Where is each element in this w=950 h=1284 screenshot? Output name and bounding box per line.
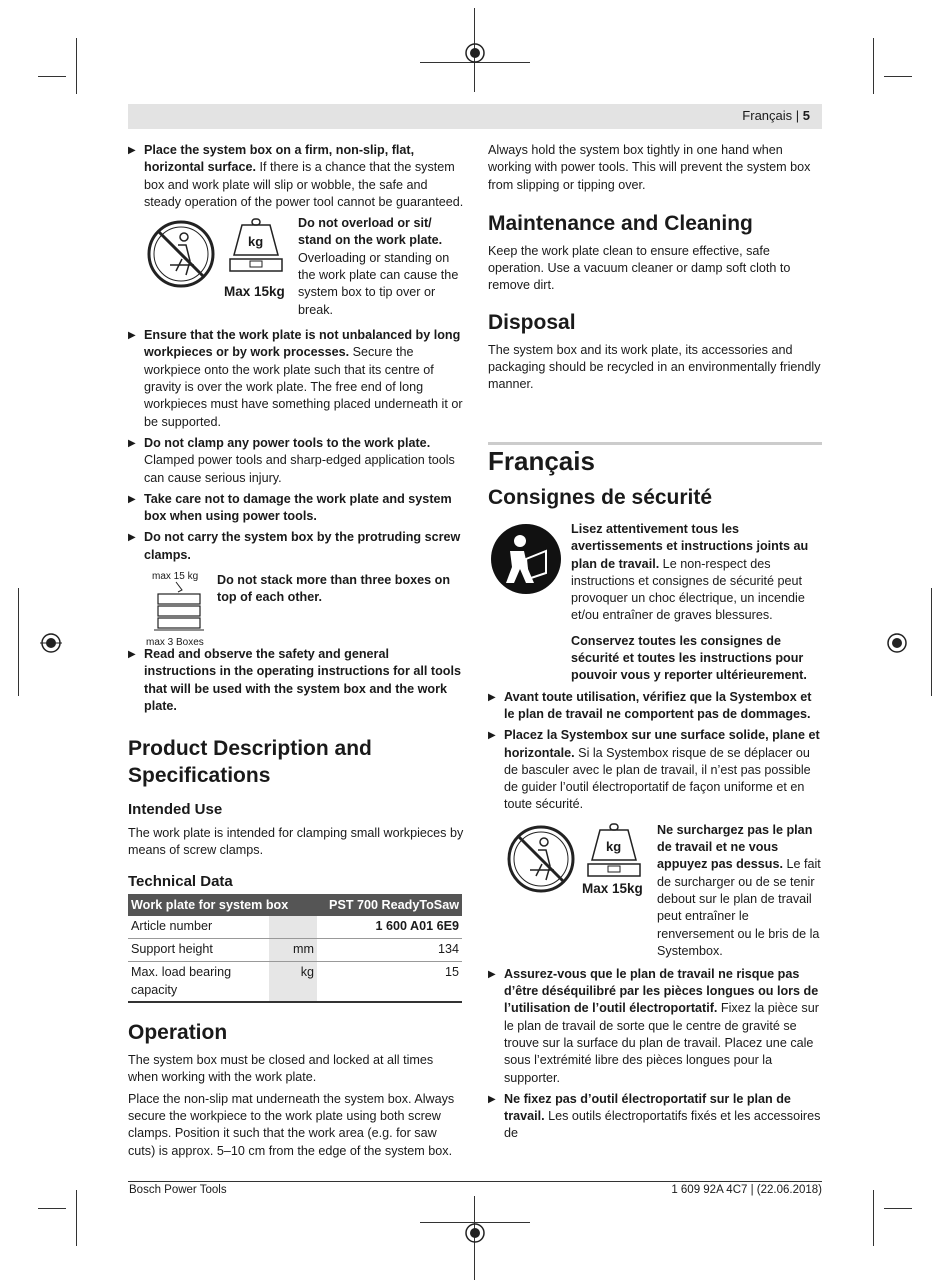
right-column xyxy=(488,142,822,1147)
overload-text: Ne surchargez pas le plan de travail et ne vous appuyez pas dessus. Le fait de surcharger ou de se tenir debout sur le plan de travail peut entraîner le renversement ou le bris de la Systembox. xyxy=(657,822,821,958)
table-cell: 15 xyxy=(317,962,462,1002)
section-heading: Consignes de sécurité xyxy=(488,485,713,509)
overload-warning xyxy=(128,217,464,323)
crop-mark xyxy=(18,588,19,696)
max-load-label: Max 15kg xyxy=(582,880,643,896)
stack-warning xyxy=(128,568,464,649)
section-heading: Maintenance and Cleaning xyxy=(488,211,753,235)
table-cell: 134 xyxy=(317,939,462,962)
page-number: 5 xyxy=(802,108,810,123)
subsection-heading: Technical Data xyxy=(128,873,233,891)
header-language: Français xyxy=(742,108,793,123)
registration-mark xyxy=(464,42,486,64)
safety-bullet: ▶ Avant toute utilisation, vérifiez que la Systembox et le plan de travail ne comportent pas de dommages. xyxy=(488,689,822,724)
paragraph: The system box must be closed and locked at all times when working with the work plate. xyxy=(128,1053,434,1085)
stack-top-label: max 15 kg xyxy=(152,571,199,583)
header-label: Français | 5 xyxy=(742,108,810,123)
table-row xyxy=(128,916,462,939)
table-row xyxy=(128,939,462,962)
registration-mark xyxy=(40,632,62,654)
table-cell: mm xyxy=(269,939,317,962)
footer-brand: Bosch Power Tools xyxy=(129,1184,227,1196)
section-heading: Product Description and Specifications xyxy=(128,737,372,788)
technical-data-table xyxy=(128,894,462,1003)
overload-warning-fr xyxy=(488,822,822,962)
safety-bullet: ▶ Ensure that the work plate is not unbalanced by long workpieces or by work processes. Secure the workpiece onto the work plate such that its centre of gravity is over the work plate. The free end of long workpieces must have something placed underneath it or be supported. xyxy=(128,327,464,431)
crop-mark xyxy=(38,1208,66,1209)
stack-bottom-label: max 3 Boxes xyxy=(146,637,204,649)
overload-text: Do not overload or sit/ stand on the work plate. Overloading or standing on the work plate can cause the system box to tip over or break. xyxy=(298,216,459,317)
paragraph: Always hold the system box tightly in one hand when working with power tools. This will prevent the system box from slipping or tipping over. xyxy=(488,143,811,192)
stacked-boxes-icon xyxy=(154,580,204,632)
section-heading: Disposal xyxy=(488,310,576,334)
table-cell: Max. load bearing capacity xyxy=(128,962,269,1002)
table-cell: Support height xyxy=(128,939,269,962)
table-header-cell: PST 700 ReadyToSaw xyxy=(317,894,462,916)
crop-mark xyxy=(884,1208,912,1209)
safety-bullet: ▶ Place the system box on a firm, non-slip, flat, horizontal surface. If there is a chance that the system box and work plate will slip or wobble, the safe and steady operation of the power tool cannot be guaranteed. xyxy=(128,142,464,211)
crop-mark xyxy=(873,38,874,94)
safety-bullet: ▶ Do not clamp any power tools to the work plate. Clamped power tools and sharp-edged application tools can cause serious injury. xyxy=(128,435,464,487)
keep-instructions-text: Conservez toutes les consignes de sécurité et toutes les instructions pour pouvoir vous y reporter ultérieurement. xyxy=(571,633,807,683)
registration-mark xyxy=(886,632,908,654)
no-standing-icon xyxy=(146,219,216,289)
safety-bullet: ▶ Placez la Systembox sur une surface solide, plane et horizontale. Si la Systembox risque de se déplacer ou de basculer avec le plan de travail, il n’est pas possible de guider l’outil électroportatif de façon uniforme et en toute sécurité. xyxy=(488,727,822,813)
safety-bullet: ▶ Read and observe the safety and general instructions in the operating instructions for all tools that will be used with the system box and the work plate. xyxy=(128,646,464,715)
safety-bullet: ▶ Do not carry the system box by the protruding screw clamps. xyxy=(128,529,464,564)
table-cell xyxy=(269,916,317,939)
table-cell: Article number xyxy=(128,916,269,939)
read-instructions-block xyxy=(488,521,822,685)
read-manual-icon xyxy=(490,523,562,595)
crop-mark xyxy=(884,76,912,77)
left-column xyxy=(128,142,464,1164)
section-divider xyxy=(488,442,822,445)
safety-bullet: ▶ Assurez-vous que le plan de travail ne risque pas d’être déséquilibré par les pièces longues ou lors de l’utilisation de l’outil électroportatif. Fixez la pièce sur le plan de travail de sorte que le centre de gravité se trouve sur la surface du plan de travail. Placez une cale sous l’extrémité libre des pièces longues pour la supporter. xyxy=(488,966,822,1087)
stack-text: Do not stack more than three boxes on top of each other. xyxy=(217,573,451,605)
crop-mark xyxy=(76,1190,77,1246)
paragraph: The work plate is intended for clamping small workpieces by means of screw clamps. xyxy=(128,825,464,857)
kg-label: kg xyxy=(606,838,622,854)
crop-mark xyxy=(873,1190,874,1246)
crop-mark xyxy=(931,588,932,696)
table-cell: kg xyxy=(269,962,317,1002)
footer-rule xyxy=(128,1181,822,1182)
kg-label: kg xyxy=(248,234,264,250)
table-row xyxy=(128,962,462,1002)
paragraph: Place the non-slip mat underneath the system box. Always secure the workpiece to the work plate using both screw clamps. Position it such that the work area (e.g. for saw cuts) is approx. 5–10 cm from the edge of the system box. xyxy=(128,1091,455,1158)
page-header xyxy=(128,104,822,129)
paragraph: The system box and its work plate, its accessories and packaging should be recycled in an environmentally friendly manner. xyxy=(488,342,821,392)
table-cell: 1 600 A01 6E9 xyxy=(317,916,462,939)
safety-bullet: ▶ Ne fixez pas d’outil électroportatif sur le plan de travail. Les outils électroportatifs fixés et les accessoires de xyxy=(488,1091,822,1143)
subsection-heading: Intended Use xyxy=(128,801,223,819)
max-load-label: Max 15kg xyxy=(224,284,285,300)
table-header-row xyxy=(128,894,462,916)
safety-bullet: ▶ Take care not to damage the work plate and system box when using power tools. xyxy=(128,491,464,526)
no-standing-icon xyxy=(506,824,576,894)
read-instructions-text: Lisez attentivement tous les avertissements et instructions joints au plan de travail. Le non-respect des instructions et consignes de sécurité peut provoquer un choc électrique, un incendie et/ou entraîner de graves blessures. xyxy=(571,521,809,623)
language-heading: Français xyxy=(488,445,595,476)
registration-mark xyxy=(464,1222,486,1244)
crop-mark xyxy=(38,76,66,77)
paragraph: Keep the work plate clean to ensure effective, safe operation. Use a vacuum cleaner or damp soft cloth to remove dirt. xyxy=(488,243,791,293)
crop-mark xyxy=(76,38,77,94)
footer-doc-number: 1 609 92A 4C7 | (22.06.2018) xyxy=(671,1184,822,1196)
table-header-cell: Work plate for system box xyxy=(128,894,317,916)
section-heading: Operation xyxy=(128,1021,228,1045)
